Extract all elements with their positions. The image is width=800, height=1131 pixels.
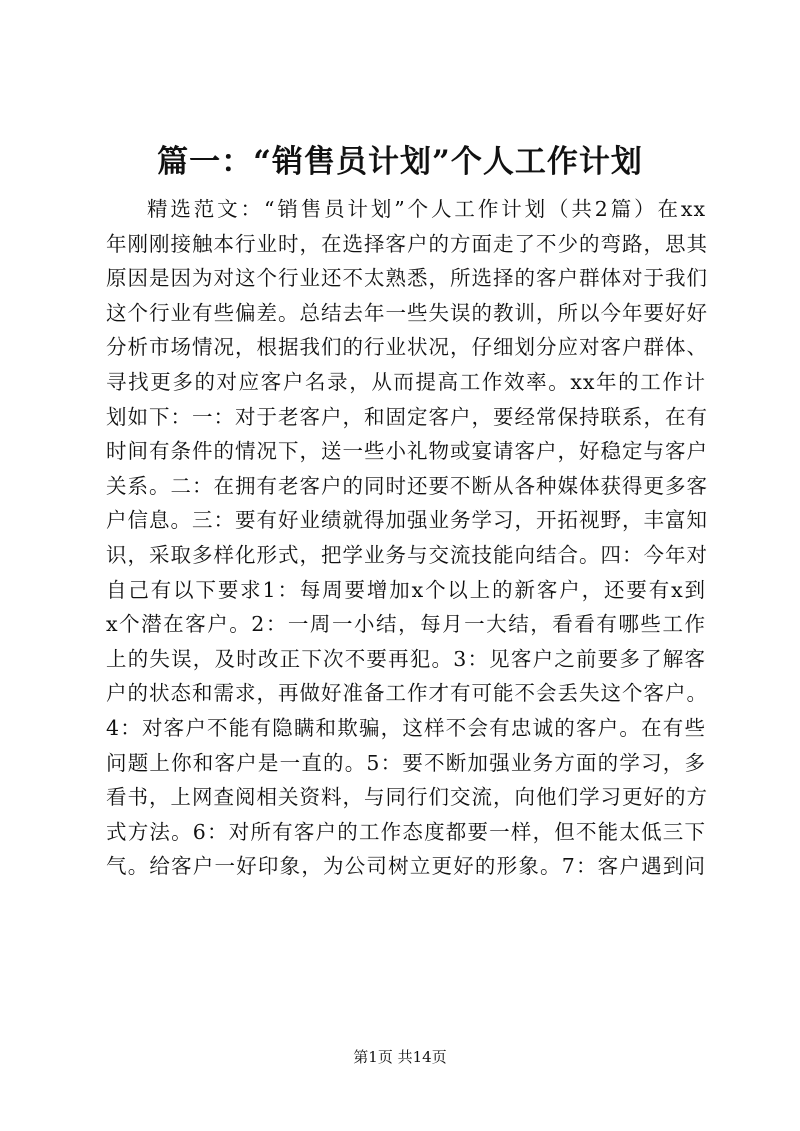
body-line: 划如下：一：对于老客户，和固定客户，要经常保持联系，在有 <box>106 404 708 429</box>
body-line: 这个行业有些偏差。总结去年一些失误的教训，所以今年要好好 <box>106 300 708 325</box>
body-line: 自己有以下要求1：每周要增加x个以上的新客户，还要有x到 <box>106 577 706 602</box>
body-line: 4：对客户不能有隐瞒和欺骗，这样不会有忠诚的客户。在有些 <box>106 715 706 740</box>
body-line: 户信息。三：要有好业绩就得加强业务学习，开拓视野，丰富知 <box>106 508 708 533</box>
body-line: 户的状态和需求，再做好准备工作才有可能不会丢失这个客户。 <box>106 681 708 706</box>
body-line: 原因是因为对这个行业还不太熟悉，所选择的客户群体对于我们 <box>106 266 708 291</box>
body-line: 寻找更多的对应客户名录，从而提高工作效率。xx年的工作计 <box>106 369 706 394</box>
document-body <box>106 192 706 884</box>
page-footer: 第1页 共14页 <box>353 1048 447 1066</box>
body-line: 式方法。6：对所有客户的工作态度都要一样，但不能太低三下 <box>106 819 706 844</box>
body-line: 问题上你和客户是一直的。5：要不断加强业务方面的学习，多 <box>106 750 706 775</box>
body-line: 气。给客户一好印象，为公司树立更好的形象。7：客户遇到问 <box>106 854 706 879</box>
document-title: 篇一：“销售员计划”个人工作计划 <box>157 144 643 180</box>
body-line: 分析市场情况，根据我们的行业状况，仔细划分应对客户群体、 <box>106 335 708 360</box>
body-line: 关系。二：在拥有老客户的同时还要不断从各种媒体获得更多客 <box>106 473 708 498</box>
body-line: x个潜在客户。2：一周一小结，每月一大结，看看有哪些工作 <box>106 612 706 637</box>
body-line: 看书，上网查阅相关资料，与同行们交流，向他们学习更好的方 <box>106 785 708 810</box>
body-line: 上的失误，及时改正下次不要再犯。3：见客户之前要多了解客 <box>106 646 706 671</box>
body-line: 识，采取多样化形式，把学业务与交流技能向结合。四：今年对 <box>106 542 708 567</box>
body-line: 年刚刚接触本行业时，在选择客户的方面走了不少的弯路，思其 <box>106 231 708 256</box>
body-line: 精选范文：“销售员计划”个人工作计划（共2篇）在xx <box>147 197 706 221</box>
body-line: 时间有条件的情况下，送一些小礼物或宴请客户，好稳定与客户 <box>106 439 708 464</box>
